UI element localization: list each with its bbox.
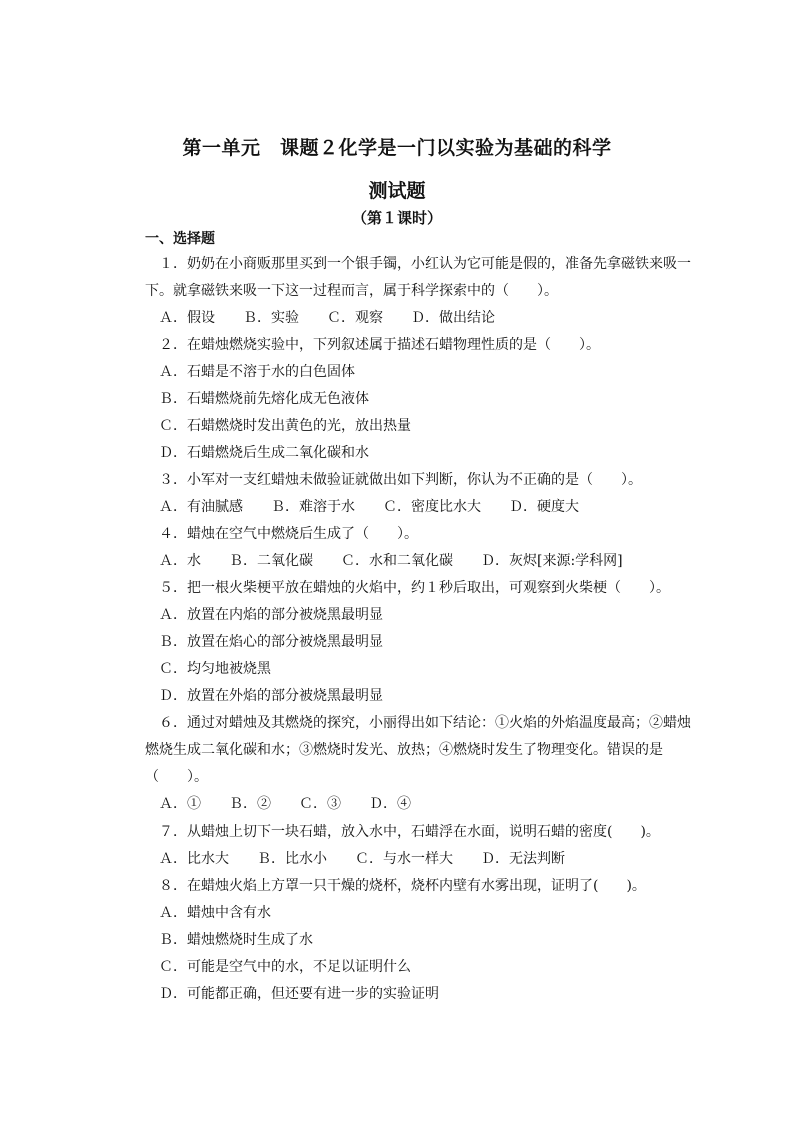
question-7-options: Ａ．比水大 Ｂ．比水小 Ｃ．与水一样大 Ｄ．无法判断 [145, 851, 565, 867]
question-8-option-b: Ｂ．蜡烛燃烧时生成了水 [145, 932, 313, 948]
question-1-text-cont: 下。就拿磁铁来吸一下这一过程而言，属于科学探索中的（ ）。 [145, 283, 558, 299]
question-2-option-a: Ａ．石蜡是不溶于水的白色固体 [145, 364, 355, 380]
question-4-text: ４．蜡烛在空气中燃烧后生成了（ ）。 [145, 526, 418, 542]
question-3-options: Ａ．有油腻感 Ｂ．难溶于水 Ｃ．密度比水大 Ｄ．硬度大 [145, 499, 579, 515]
question-2-option-c: Ｃ．石蜡燃烧时发出黄色的光，放出热量 [145, 418, 411, 434]
question-1-options: Ａ．假设 Ｂ．实验 Ｃ．观察 Ｄ．做出结论 [145, 310, 495, 326]
question-6-text-end: （ ）。 [145, 769, 208, 785]
question-5-option-a: Ａ．放置在内焰的部分被烧黑最明显 [145, 607, 383, 623]
question-6-options: Ａ．① Ｂ．② Ｃ．③ Ｄ．④ [145, 796, 411, 812]
question-5-option-c: Ｃ．均匀地被烧黑 [145, 661, 271, 677]
question-5-text: ５．把一根火柴梗平放在蜡烛的火焰中，约１秒后取出，可观察到火柴梗（ ）。 [145, 580, 670, 596]
document-subtitle: 测试题 [368, 180, 426, 202]
question-4-options: Ａ．水 Ｂ．二氧化碳 Ｃ．水和二氧化碳 Ｄ．灰烬[来源:学科网] [145, 553, 623, 569]
document-title: 第一单元 课题２化学是一门以实验为基础的科学 [182, 137, 612, 159]
question-1-text: １．奶奶在小商贩那里买到一个银手镯，小红认为它可能是假的，准备先拿磁铁来吸一 [145, 256, 691, 272]
section-heading: 一、选择题 [145, 231, 215, 247]
question-2-text: ２．在蜡烛燃烧实验中，下列叙述属于描述石蜡物理性质的是（ ）。 [145, 337, 600, 353]
question-5-option-d: Ｄ．放置在外焰的部分被烧黑最明显 [145, 688, 383, 704]
question-6-text-cont: 燃烧生成二氧化碳和水；③燃烧时发光、放热；④燃烧时发生了物理变化。错误的是 [145, 742, 663, 758]
question-3-text: ３．小军对一支红蜡烛未做验证就做出如下判断，你认为不正确的是（ ）。 [145, 472, 642, 488]
question-2-option-d: Ｄ．石蜡燃烧后生成二氧化碳和水 [145, 445, 369, 461]
question-8-text: ８．在蜡烛火焰上方罩一只干燥的烧杯，烧杯内壁有水雾出现，证明了( )。 [145, 878, 646, 894]
question-8-option-d: Ｄ．可能都正确，但还要有进一步的实验证明 [145, 986, 439, 1002]
lesson-label: （第１课时） [351, 209, 442, 227]
question-6-text: ６．通过对蜡烛及其燃烧的探究，小丽得出如下结论：①火焰的外焰温度最高；②蜡烛 [145, 715, 691, 731]
question-7-text: ７．从蜡烛上切下一块石蜡，放入水中，石蜡浮在水面，说明石蜡的密度( )。 [145, 824, 660, 840]
question-2-option-b: Ｂ．石蜡燃烧前先熔化成无色液体 [145, 391, 369, 407]
question-8-option-c: Ｃ．可能是空气中的水，不足以证明什么 [145, 959, 411, 975]
question-5-option-b: Ｂ．放置在焰心的部分被烧黑最明显 [145, 634, 383, 650]
question-8-option-a: Ａ．蜡烛中含有水 [145, 905, 271, 921]
